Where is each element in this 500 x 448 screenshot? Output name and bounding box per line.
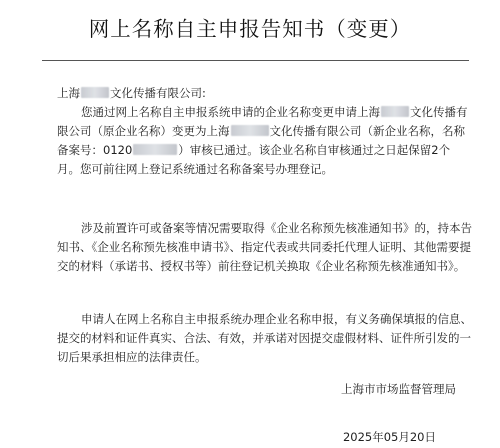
p1-part3: 文化传播有限公司（新企业名称，名称备案号：0120 — [57, 124, 465, 157]
paragraph-prior-approval — [57, 219, 472, 276]
title-divider — [42, 60, 469, 61]
p1-part1: 您通过网上名称自主申报系统申请的企业名称变更申请上海 — [81, 105, 380, 119]
document-title: 网上名称自主申报告知书（变更） — [88, 17, 412, 41]
p1-part4: ）审核已通过。该企业名称自审核通过之日起保留2个月。您可前往网上登记系统通过名称备案号办理登记。 — [57, 143, 451, 176]
issuing-authority: 上海市市场监督管理局 — [341, 382, 456, 396]
redacted-filing-number — [133, 144, 177, 155]
greeting-prefix: 上海 — [57, 86, 80, 100]
paragraph-approval — [57, 103, 472, 179]
paragraph-applicant-obligation — [57, 310, 472, 367]
p3-text: 申请人在网上名称自主申报系统办理企业名称申报，有义务确保填报的信息、提交的材料和证件真实、合法、有效，并承诺对因提交虚假材料、证件所引发的一切后果承担相应的法律责任。 — [57, 312, 472, 364]
redacted-company-name — [81, 87, 109, 98]
p2-text: 涉及前置许可或备案等情况需要取得《企业名称预先核准通知书》的，持本告知书、《企业名称预先核准申请书》、指定代表或共同委托代理人证明、其他需要提交的材料（承诺书、授权书等）前往登记机关换取《企业名称预先核准通知书》。 — [57, 221, 472, 273]
redacted-old-name — [381, 106, 409, 117]
issue-date: 2025年05月20日 — [342, 430, 436, 444]
redacted-new-name — [231, 125, 269, 136]
p1-part2: 文化传播有限公司（原企业名称）变更为上海 — [57, 105, 468, 138]
greeting-line — [57, 84, 472, 103]
greeting-suffix: 文化传播有限公司: — [110, 86, 206, 100]
